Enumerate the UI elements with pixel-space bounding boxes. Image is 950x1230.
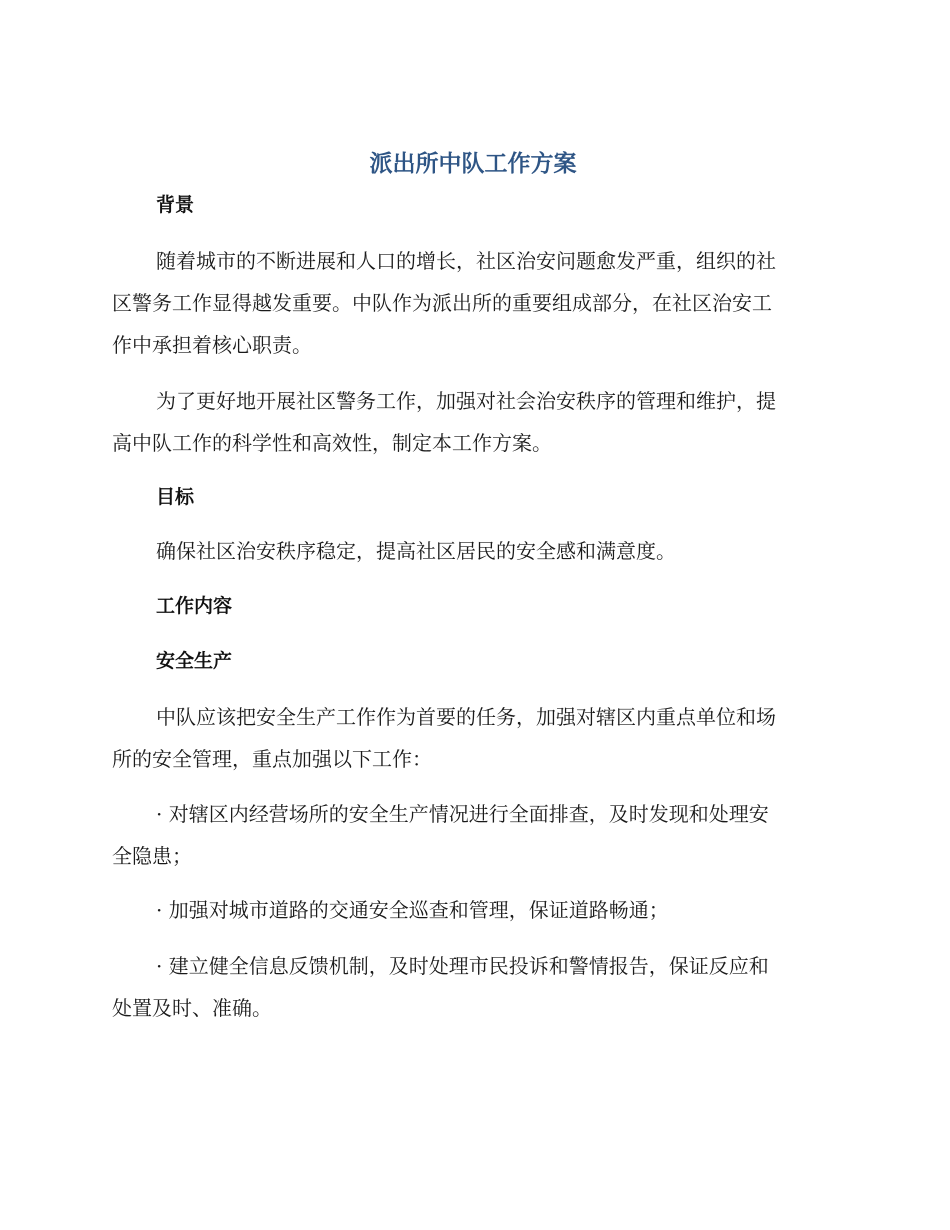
paragraph-line: 中队应该把安全生产工作作为首要的任务，加强对辖区内重点单位和场 bbox=[156, 705, 776, 729]
list-item-safety-1 bbox=[112, 793, 834, 877]
paragraph-line: · 建立健全信息反馈机制，及时处理市民投诉和警情报告，保证反应和 bbox=[156, 954, 769, 978]
heading-background: 背景 bbox=[156, 194, 195, 216]
paragraph-line: 随着城市的不断进展和人口的增长，社区治安问题愈发严重，组织的社 bbox=[156, 249, 776, 273]
heading-safety: 安全生产 bbox=[156, 650, 233, 672]
paragraph-line: · 加强对城市道路的交通安全巡查和管理，保证道路畅通； bbox=[156, 898, 669, 922]
paragraph-safety-intro bbox=[112, 696, 834, 780]
document-title: 派出所中队工作方案 bbox=[369, 151, 577, 177]
heading-goal: 目标 bbox=[156, 486, 195, 508]
paragraph-goal bbox=[112, 530, 834, 572]
list-item-safety-2 bbox=[112, 889, 834, 931]
paragraph-background-2 bbox=[112, 380, 834, 464]
paragraph-line: 作中承担着核心职责。 bbox=[112, 333, 312, 357]
paragraph-line: 确保社区治安秩序稳定，提高社区居民的安全感和满意度。 bbox=[156, 539, 676, 563]
paragraph-line: 区警务工作显得越发重要。中队作为派出所的重要组成部分，在社区治安工 bbox=[112, 291, 772, 315]
paragraph-line: 处置及时、准确。 bbox=[112, 996, 272, 1020]
paragraph-line: · 对辖区内经营场所的安全生产情况进行全面排查，及时发现和处理安 bbox=[156, 802, 769, 826]
paragraph-line: 高中队工作的科学性和高效性，制定本工作方案。 bbox=[112, 431, 552, 455]
list-item-safety-3 bbox=[112, 945, 834, 1029]
paragraph-line: 所的安全管理，重点加强以下工作： bbox=[112, 747, 432, 771]
paragraph-line: 为了更好地开展社区警务工作，加强对社会治安秩序的管理和维护，提 bbox=[156, 389, 776, 413]
paragraph-line: 全隐患； bbox=[112, 844, 192, 868]
heading-work-content: 工作内容 bbox=[156, 595, 233, 617]
paragraph-background-1 bbox=[112, 240, 834, 366]
